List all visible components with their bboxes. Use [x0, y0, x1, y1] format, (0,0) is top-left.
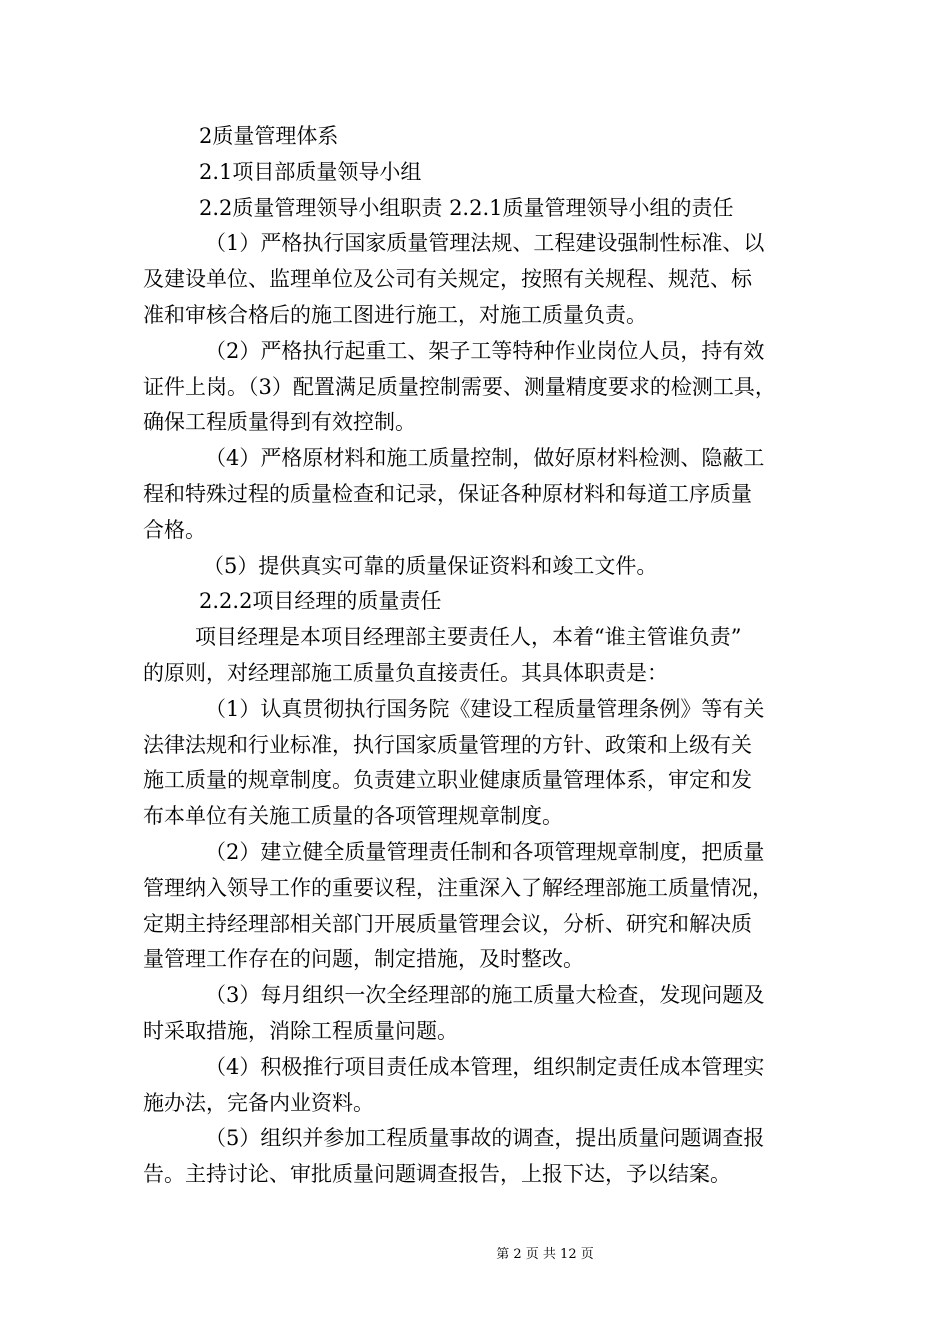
paragraph-line: （3）每月组织一次全经理部的施工质量大检查，发现问题及: [205, 983, 765, 1008]
paragraph-line: 确保工程质量得到有效控制。: [143, 410, 416, 435]
paragraph-line: 的原则，对经理部施工质量负直接责任。其具体职责是：: [143, 660, 668, 685]
paragraph-line: 时采取措施，消除工程质量问题。: [143, 1018, 458, 1043]
paragraph-line: （4）严格原材料和施工质量控制，做好原材料检测、隐蔽工: [205, 446, 765, 471]
paragraph-line: 准和审核合格后的施工图进行施工，对施工质量负责。: [143, 302, 647, 327]
paragraph-line: （5）组织并参加工程质量事故的调查，提出质量问题调查报: [205, 1126, 765, 1151]
paragraph-line: 程和特殊过程的质量检查和记录，保证各种原材料和每道工序质量: [143, 481, 752, 506]
paragraph-line: （2）建立健全质量管理责任制和各项管理规章制度，把质量: [205, 839, 765, 864]
subsection-heading: 2.2.2项目经理的质量责任: [199, 589, 442, 614]
page-number-footer: 第 2 页 共 12 页: [496, 1247, 594, 1262]
section-heading: 2质量管理体系: [199, 124, 339, 148]
paragraph-line: 定期主持经理部相关部门开展质量管理会议，分析、研究和解决质: [143, 911, 752, 936]
paragraph-line: 法律法规和行业标准，执行国家质量管理的方针、政策和上级有关: [143, 732, 752, 757]
subsection-heading: 2.1项目部质量领导小组: [199, 159, 422, 184]
paragraph-line: 管理纳入领导工作的重要议程，注重深入了解经理部施工质量情况，: [143, 875, 773, 900]
paragraph-line: 布本单位有关施工质量的各项管理规章制度。: [143, 804, 563, 829]
paragraph-line: 施工质量的规章制度。负责建立职业健康质量管理体系，审定和发: [143, 768, 752, 793]
paragraph-line: （5）提供真实可靠的质量保证资料和竣工文件。: [203, 553, 658, 578]
paragraph-line: （2）严格执行起重工、架子工等特种作业岗位人员，持有效: [205, 338, 765, 363]
paragraph-line: （1）严格执行国家质量管理法规、工程建设强制性标准、以: [205, 231, 765, 256]
paragraph-line: 施办法，完备内业资料。: [143, 1090, 374, 1115]
paragraph-line: （1）认真贯彻执行国务院《建设工程质量管理条例》等有关: [205, 696, 765, 721]
paragraph-line: 及建设单位、监理单位及公司有关规定，按照有关规程、规范、标: [143, 267, 752, 292]
paragraph-line: 证件上岗。（3）配置满足质量控制需要、测量精度要求的检测工具，: [143, 374, 776, 399]
document-body: [143, 119, 813, 1193]
subsection-heading: 2.2质量管理领导小组职责 2.2.1质量管理领导小组的责任: [199, 195, 734, 220]
paragraph-line: 告。主持讨论、审批质量问题调查报告，上报下达，予以结案。: [143, 1162, 731, 1187]
paragraph-line: 量管理工作存在的问题，制定措施，及时整改。: [143, 947, 584, 972]
paragraph-line: 合格。: [143, 517, 206, 542]
paragraph-line: （4）积极推行项目责任成本管理，组织制定责任成本管理实: [205, 1054, 765, 1079]
paragraph-line: 项目经理是本项目经理部主要责任人，本着“谁主管谁负责”: [195, 625, 742, 650]
